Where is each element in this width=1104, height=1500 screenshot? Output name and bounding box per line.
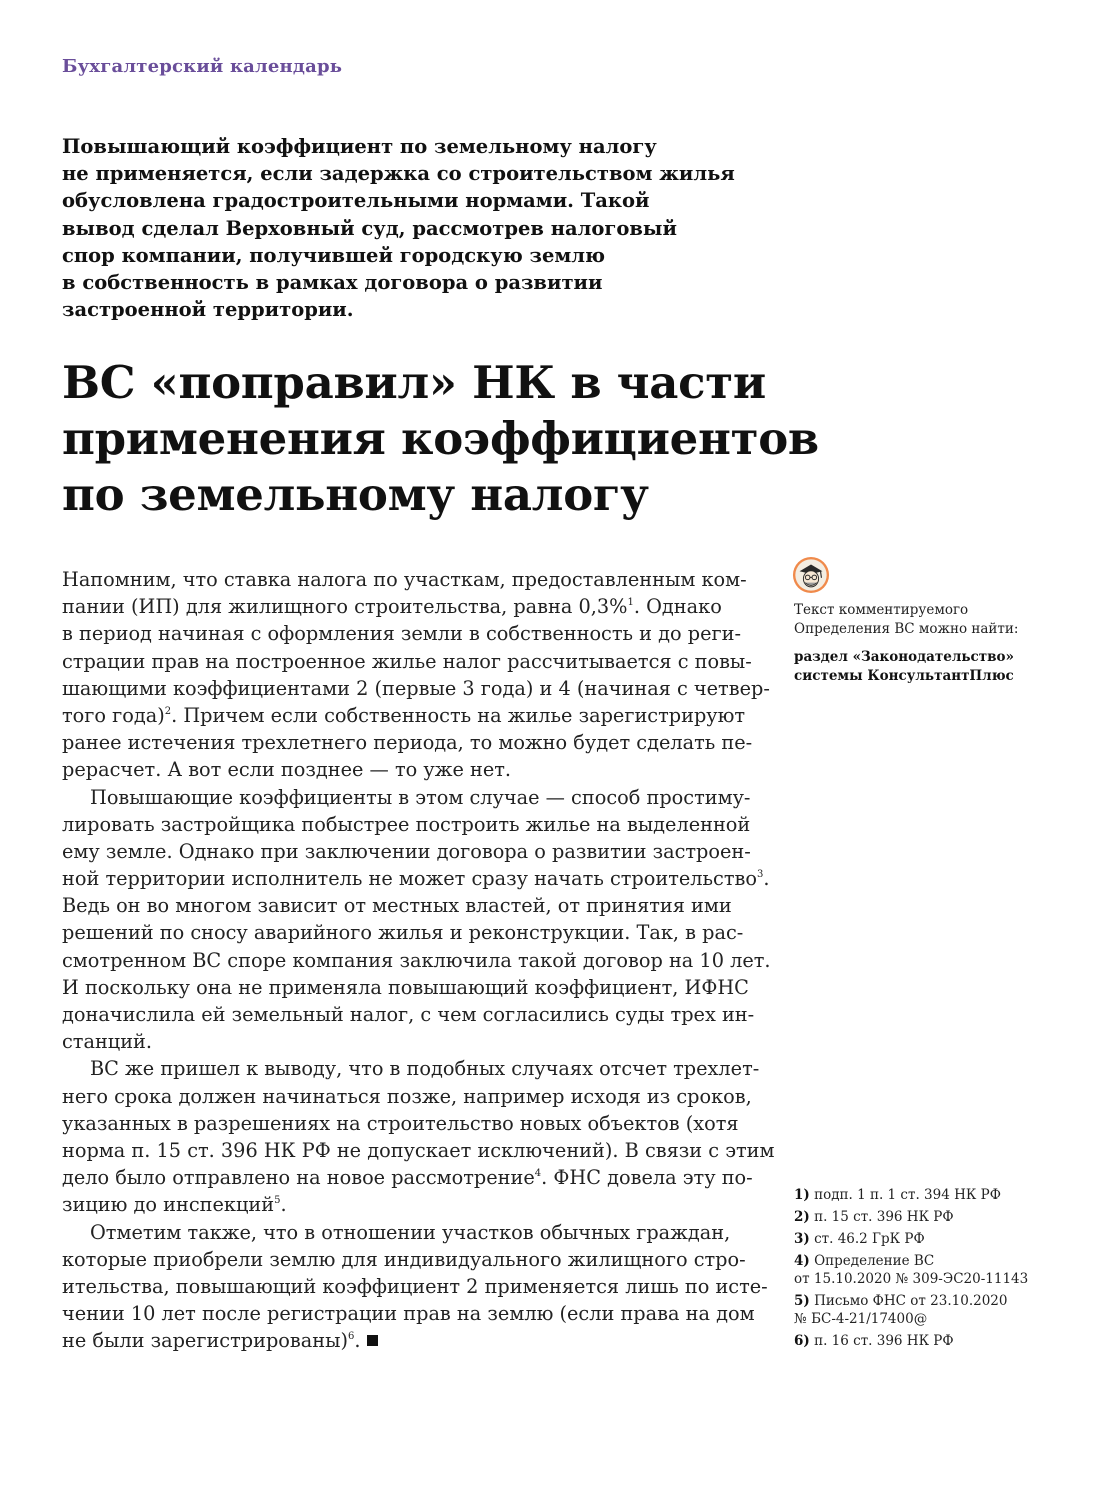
body-line: ему земле. Однако при заключении договора о развитии застроен-: [62, 839, 751, 863]
footnote-mark: 2: [164, 705, 172, 717]
footnote-item: 1) подп. 1 п. 1 ст. 394 НК РФ: [794, 1187, 1001, 1203]
body-line: Ведь он во многом зависит от местных властей, от принятия ими: [62, 894, 732, 918]
lead-paragraph: [62, 133, 762, 323]
side-note-line: Определения ВС можно найти:: [794, 620, 1019, 637]
lead-line: застроенной территории.: [62, 298, 354, 322]
lead-line: не применяется, если задержка со строительством жилья: [62, 162, 735, 186]
footnote-mark: 4: [534, 1168, 542, 1180]
body-line: в период начиная с оформления земли в собственность и до реги-: [62, 622, 741, 646]
body-line: которые приобрели землю для индивидуального жилищного стро-: [62, 1247, 746, 1271]
side-note-reference: раздел «Законодательство»: [794, 649, 1014, 665]
section-label: Бухгалтерский календарь: [62, 56, 343, 77]
body-line: страции прав на построенное жилье налог рассчитывается с повы-: [62, 649, 752, 673]
body-line: ной территории исполнитель не может сразу начать строительство$^3$.: [62, 867, 770, 891]
side-note-line: Текст комментируемого: [794, 602, 969, 618]
body-line: Напомним, что ставка налога по участкам, предоставленным ком-: [62, 568, 747, 591]
footnote-mark: 3: [756, 869, 764, 881]
lead-line: обусловлена градостроительными нормами. Такой: [62, 189, 650, 213]
body-line: ительства, повышающий коэффициент 2 применяется лишь по исте-: [62, 1274, 768, 1298]
footnote-item: 6) п. 16 ст. 396 НК РФ: [794, 1333, 954, 1349]
lead-line: Повышающий коэффициент по земельному налогу: [62, 135, 657, 158]
footnote-item: 5) Письмо ФНС от 23.10.2020 № БС-4-21/17400@: [794, 1293, 1008, 1327]
body-line: него срока должен начинаться позже, например исходя из сроков,: [62, 1084, 752, 1108]
end-of-article-mark: [367, 1335, 378, 1346]
body-line: Повышающие коэффициенты в этом случае — способ простиму-: [90, 785, 751, 809]
body-line: решений по сносу аварийного жилья и реконструкции. Так, в рас-: [62, 921, 744, 945]
commentator-avatar-icon: [792, 556, 830, 594]
footnote-item: 4) Определение ВС от 15.10.2020 № 309-ЭС20-11143: [794, 1253, 1029, 1287]
body-line: лировать застройщика побыстрее построить жилье на выделенной: [62, 812, 751, 836]
lead-line: спор компании, получившей городскую землю: [62, 243, 606, 267]
body-line: зицию до инспекций$^5$.: [62, 1193, 287, 1217]
footnotes: [794, 1186, 1074, 1354]
footnote-item: 2) п. 15 ст. 396 НК РФ: [794, 1209, 954, 1225]
article-body: [62, 566, 775, 1354]
lead-line: в собственность в рамках договора о развитии: [62, 271, 603, 295]
body-line: рерасчет. А вот если позднее — то уже нет.: [62, 758, 512, 782]
body-line: И поскольку она не применяла повышающий коэффициент, ИФНС: [62, 975, 749, 999]
footnote-item: 3) ст. 46.2 ГрК РФ: [794, 1231, 925, 1247]
body-line: норма п. 15 ст. 396 НК РФ не допускает исключений). В связи с этим: [62, 1138, 775, 1162]
body-line: чении 10 лет после регистрации прав на землю (если права на дом: [62, 1302, 755, 1326]
body-line: смотренном ВС споре компания заключила такой договор на 10 лет.: [62, 948, 771, 972]
article-headline: [62, 355, 962, 523]
footnote-mark: 6: [347, 1331, 355, 1343]
side-note: [794, 601, 1054, 685]
body-line: указанных в разрешениях на строительство новых объектов (хотя: [62, 1111, 739, 1135]
headline-line: применения коэффициентов: [62, 412, 819, 465]
headline-line: ВС «поправил» НК в части: [62, 356, 766, 409]
body-line: пании (ИП) для жилищного строительства, равна 0,3%$^1$. Однако: [62, 595, 722, 619]
side-note-reference: системы КонсультантПлюс: [794, 667, 1014, 684]
lead-line: вывод сделал Верховный суд, рассмотрев налоговый: [62, 216, 677, 240]
body-line: дело было отправлено на новое рассмотрение$^4$. ФНС довела эту по-: [62, 1166, 753, 1190]
body-line: того года)$^2$. Причем если собственность на жилье зарегистрируют: [62, 703, 746, 727]
body-line: станций.: [62, 1030, 153, 1054]
body-line: доначислила ей земельный налог, с чем согласились суды трех ин-: [62, 1003, 755, 1026]
body-line: ранее истечения трехлетнего периода, то можно будет сделать пе-: [62, 731, 753, 755]
body-line: Отметим также, что в отношении участков обычных граждан,: [90, 1220, 731, 1244]
footnote-mark: 1: [627, 597, 634, 609]
body-line: шающими коэффициентами 2 (первые 3 года) и 4 (начиная с четвер-: [62, 676, 770, 700]
body-line: не были зарегистрированы)$^6$.: [62, 1327, 742, 1354]
footnote-mark: 5: [274, 1195, 281, 1207]
body-line: ВС же пришел к выводу, что в подобных случаях отсчет трехлет-: [90, 1057, 760, 1081]
headline-line: по земельному налогу: [62, 468, 649, 521]
